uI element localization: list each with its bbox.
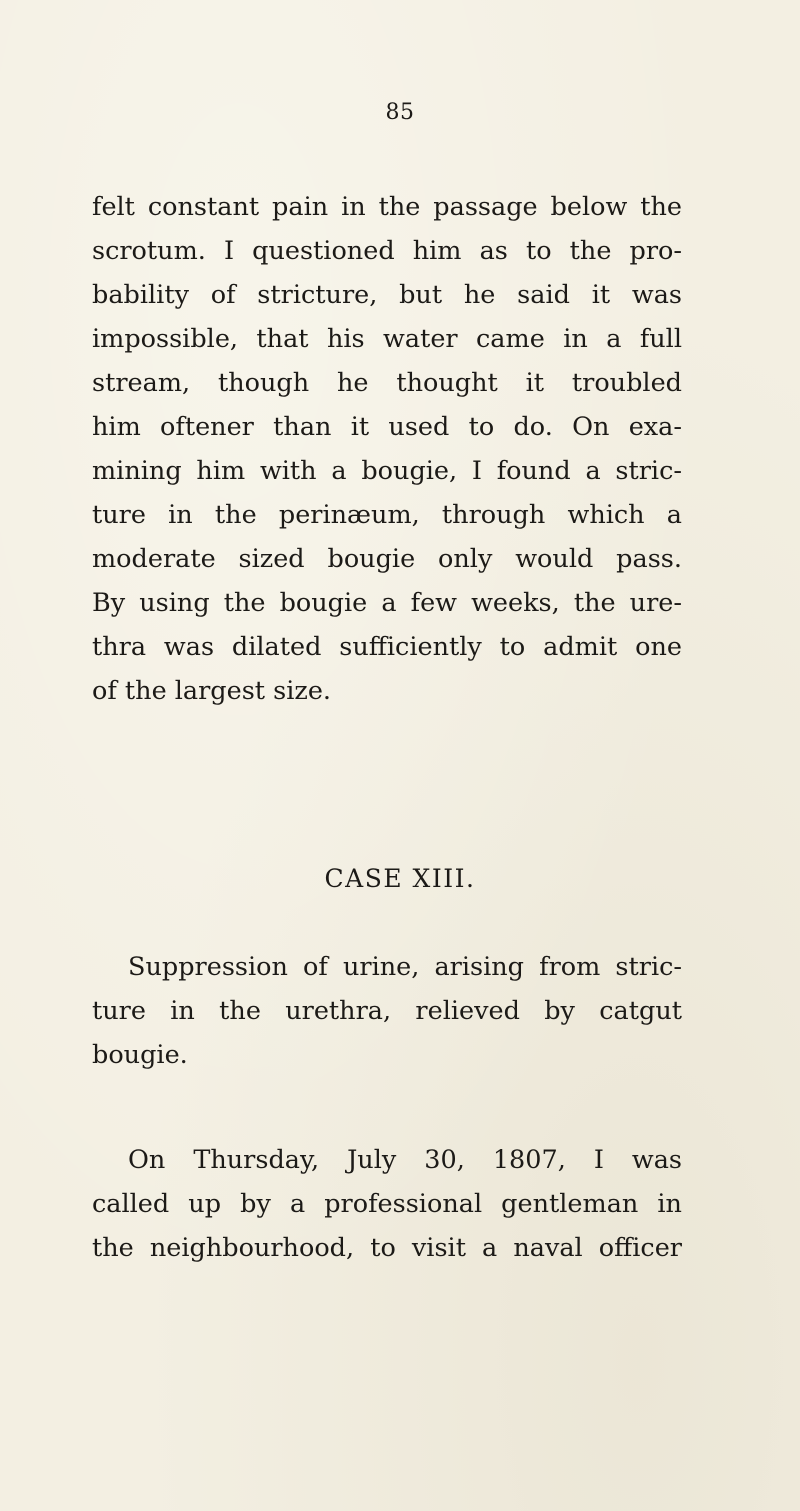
text-line: scrotum. I questioned him as to the pro- xyxy=(92,236,682,266)
text-line: mining him with a bougie, I found a stric- xyxy=(92,456,682,486)
text-line: ture in the urethra, relieved by catgut xyxy=(92,996,682,1026)
text-line: called up by a professional gentleman in xyxy=(92,1189,682,1219)
text-line: felt constant pain in the passage below the xyxy=(92,192,682,222)
body-paragraph xyxy=(92,1138,682,1270)
text-line: ture in the perinæum, through which a xyxy=(92,500,682,530)
text-line: thra was dilated sufficiently to admit one xyxy=(92,632,682,662)
text-line: him oftener than it used to do. On exa- xyxy=(92,412,682,442)
text-line: On Thursday, July 30, 1807, I was xyxy=(128,1145,682,1175)
text-line: impossible, that his water came in a full xyxy=(92,324,682,354)
text-line: the neighbourhood, to visit a naval officer xyxy=(92,1233,682,1263)
text-line: moderate sized bougie only would pass. xyxy=(92,544,682,574)
text-line: Suppression of urine, arising from stric- xyxy=(128,952,682,982)
page-number: 85 xyxy=(385,100,415,125)
text-line: stream, though he thought it troubled xyxy=(92,368,682,398)
text-line: bability of stricture, but he said it was xyxy=(92,280,682,310)
text-line: bougie. xyxy=(92,1040,188,1070)
case-summary xyxy=(92,945,682,1077)
body-paragraph xyxy=(92,185,682,713)
text-line: of the largest size. xyxy=(92,676,332,706)
text-line: By using the bougie a few weeks, the ure- xyxy=(92,588,682,618)
case-heading: CASE XIII. xyxy=(324,864,476,893)
